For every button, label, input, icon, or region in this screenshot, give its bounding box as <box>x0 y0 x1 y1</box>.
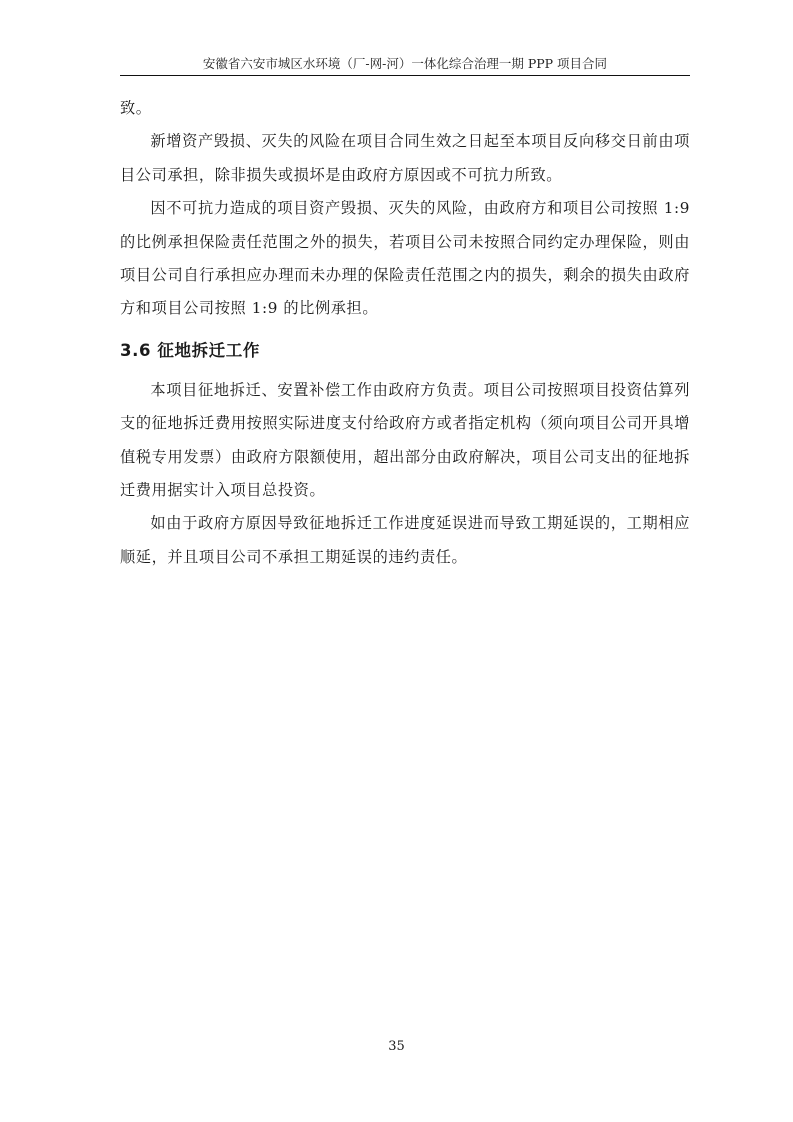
page-number: 35 <box>388 1039 405 1054</box>
paragraph-force-majeure-risk: 因不可抗力造成的项目资产毁损、灭失的风险，由政府方和项目公司按照 1:9 的比例承担保险责任范围之外的损失，若项目公司未按照合同约定办理保险，则由项目公司自行承担应办理而未办理的保险责任范围之内的损失，剩余的损失由政府方和项目公司按照 1:9 的比例承担。 <box>120 199 690 318</box>
paragraph-continuation: 致。 <box>120 99 152 117</box>
section-heading: 3.6 征地拆迁工作 <box>120 340 260 360</box>
document-body <box>120 92 690 574</box>
running-header: 安徽省六安市城区水环境（厂-网-河）一体化综合治理一期 PPP 项目合同 <box>202 56 608 71</box>
paragraph-land-acquisition: 本项目征地拆迁、安置补偿工作由政府方负责。项目公司按照项目投资估算列支的征地拆迁费用按照实际进度支付给政府方或者指定机构（须向项目公司开具增值税专用发票）由政府方限额使用，超出部分由政府解决，项目公司支出的征地拆迁费用据实计入项目总投资。 <box>120 380 690 500</box>
paragraph-delay: 如由于政府方原因导致征地拆迁工作进度延误进而导致工期延误的，工期相应顺延，并且项目公司不承担工期延误的违约责任。 <box>120 514 690 566</box>
header-divider <box>120 75 690 76</box>
paragraph-new-assets-risk: 新增资产毁损、灭失的风险在项目合同生效之日起至本项目反向移交日前由项目公司承担，除非损失或损坏是由政府方原因或不可抗力所致。 <box>120 132 690 184</box>
